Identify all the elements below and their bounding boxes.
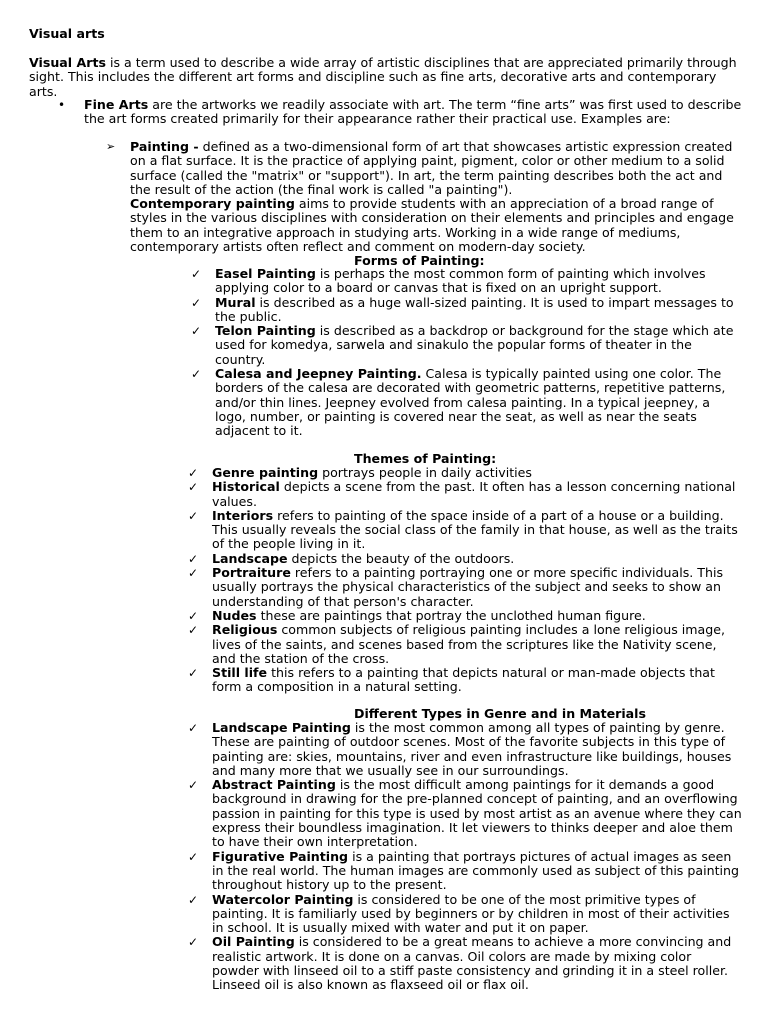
item-term: Abstract Painting bbox=[212, 777, 336, 793]
item-term: Interiors bbox=[212, 507, 274, 523]
intro-text: is a term used to describe a wide array of artistic disciplines that are appreciated primarily through sight. This includes the different art forms and discipline such as fine arts, decorative arts and contemporary arts. bbox=[29, 55, 737, 99]
painting-text: defined as a two-dimensional form of art that showcases artistic expression created on a flat surface. It is the practice of applying paint, pigment, color or other medium to a solid surface (called the "matrix" or "support"). In art, the term painting describes both the act and the result of the action (the final work is called "a painting"). bbox=[130, 139, 733, 197]
checkmark-icon: ✓ bbox=[188, 935, 199, 950]
item-text: refers to a painting portraying one or more specific individuals. This usually portrays the physical characteristics of the subject and seeks to show an understanding of that person's character. bbox=[212, 565, 724, 609]
checkmark-icon: ✓ bbox=[188, 608, 199, 623]
painting-item bbox=[106, 139, 742, 255]
list-item bbox=[188, 934, 742, 993]
item-text: depicts a scene from the past. It often has a lesson concerning national values. bbox=[212, 479, 736, 509]
item-term: Landscape bbox=[212, 550, 288, 566]
list-item bbox=[188, 891, 742, 936]
item-term: Nudes bbox=[212, 607, 257, 623]
fine-arts-item bbox=[58, 97, 744, 127]
list-item bbox=[188, 550, 742, 566]
list-item bbox=[188, 720, 742, 778]
document-title: Visual arts bbox=[29, 26, 105, 41]
checkmark-icon: ✓ bbox=[188, 623, 199, 638]
item-term: Portraiture bbox=[212, 565, 291, 581]
list-item bbox=[188, 465, 742, 480]
types-heading: Different Types in Genre and in Materials bbox=[354, 706, 646, 721]
list-item bbox=[188, 777, 742, 850]
fine-arts-term: Fine Arts bbox=[84, 97, 149, 112]
checkmark-icon: ✓ bbox=[188, 721, 199, 735]
item-term: Easel Painting bbox=[215, 266, 316, 281]
item-text: is a painting that portrays pictures of actual images as seen in the real world. The human images are commonly used as subject of this painting throughout history up to the present. bbox=[212, 848, 739, 893]
list-item bbox=[188, 479, 742, 509]
types-list bbox=[188, 720, 742, 993]
checkmark-icon: ✓ bbox=[191, 267, 202, 281]
checkmark-icon: ✓ bbox=[188, 849, 199, 864]
item-text: is perhaps the most common form of painting which involves applying color to a board or canvas that is fixed on an upright support. bbox=[215, 266, 706, 296]
bullet-icon: • bbox=[58, 98, 66, 112]
checkmark-icon: ✓ bbox=[188, 508, 199, 523]
item-term: Historical bbox=[212, 479, 280, 495]
themes-list bbox=[188, 465, 742, 695]
item-text: is described as a backdrop or background for the stage which ate used for komedya, sarwela and sinakulo the popular forms of theater in the country. bbox=[215, 323, 734, 367]
item-text: common subjects of religious painting includes a lone religious image, lives of the saints, and scenes based from the scriptures like the Nativity scene, and the station of the cross. bbox=[212, 622, 726, 666]
item-text: is considered to be a great means to achieve a more convincing and realistic artwork. It is done on a canvas. Oil colors are made by mixing color powder with linseed oil to a stiff paste consistency and grinding it in a steel roller. Linseed oil is also known as flaxseed oil or flax oil. bbox=[212, 934, 732, 993]
list-item bbox=[188, 848, 742, 893]
checkmark-icon: ✓ bbox=[188, 480, 199, 495]
item-text: is considered to be one of the most primitive types of painting. It is familiarly used by beginners or by children in most of their activities in school. It is usually mixed with water and put it on paper. bbox=[212, 891, 730, 936]
contemporary-paragraph bbox=[130, 197, 742, 254]
item-term: Still life bbox=[212, 665, 268, 681]
list-item bbox=[188, 665, 742, 695]
item-term: Landscape Painting bbox=[212, 720, 351, 735]
list-item bbox=[191, 323, 742, 367]
list-item bbox=[188, 507, 742, 552]
painting-term: Painting - bbox=[130, 139, 199, 154]
fine-arts-text: are the artworks we readily associate with art. The term “fine arts” was first used to describe the art forms created primarily for their appearance rather their practical use. Examples are: bbox=[84, 97, 742, 127]
item-text: Calesa is typically painted using one color. The borders of the calesa are decorated with geometric patterns, repetitive patterns, and/or thin lines. Jeepney evolved from calesa painting. In a typical jeepney, a logo, number, or painting is covered near the seat, as well as near the seats adjacent to it. bbox=[215, 366, 726, 439]
list-item bbox=[191, 266, 742, 296]
item-term: Watercolor Painting bbox=[212, 891, 354, 907]
item-term: Calesa and Jeepney Painting. bbox=[215, 366, 422, 382]
contemporary-text: aims to provide students with an appreciation of a broad range of styles in the various disciplines with consideration on their elements and principles and engage them to an integrative approach in studying arts. Working in a wide range of mediums, contemporary artists often reflect and comment on modern-day society. bbox=[130, 196, 734, 255]
intro-paragraph bbox=[29, 56, 741, 99]
checkmark-icon: ✓ bbox=[188, 892, 199, 907]
item-term: Mural bbox=[215, 294, 256, 310]
intro-term: Visual Arts bbox=[29, 55, 106, 70]
item-text: refers to painting of the space inside of a part of a house or a building. This usually reveals the social class of the family in that house, as well as the traits of the people living in it. bbox=[212, 507, 738, 552]
item-text: is the most difficult among paintings for it demands a good background in drawing for the pre-planned concept of painting, and an overflowing passion in painting for this type is used by most artist as an avenue where they can express their boundless imagination. It let viewers to thinks deeper and aloe them to have their own interpretation. bbox=[212, 777, 742, 850]
checkmark-icon: ✓ bbox=[191, 295, 202, 310]
item-text: depicts the beauty of the outdoors. bbox=[287, 550, 515, 566]
checkmark-icon: ✓ bbox=[188, 566, 199, 581]
item-text: this refers to a painting that depicts natural or man-made objects that form a composition in a natural setting. bbox=[212, 665, 715, 695]
list-item bbox=[188, 622, 742, 666]
checkmark-icon: ✓ bbox=[188, 551, 199, 566]
forms-heading: Forms of Painting: bbox=[354, 253, 485, 268]
checkmark-icon: ✓ bbox=[191, 324, 202, 339]
list-item bbox=[191, 294, 742, 325]
list-item bbox=[191, 366, 742, 439]
item-term: Oil Painting bbox=[212, 934, 295, 950]
checkmark-icon: ✓ bbox=[188, 466, 199, 480]
item-term: Figurative Painting bbox=[212, 848, 349, 864]
contemporary-term: Contemporary painting bbox=[130, 196, 295, 212]
themes-heading: Themes of Painting: bbox=[354, 451, 497, 466]
item-term: Genre painting bbox=[212, 465, 319, 480]
checkmark-icon: ✓ bbox=[188, 666, 199, 681]
painting-definition bbox=[130, 140, 742, 197]
list-item bbox=[188, 607, 742, 623]
item-text: portrays people in daily activities bbox=[318, 465, 532, 480]
item-term: Telon Painting bbox=[215, 323, 316, 339]
checkmark-icon: ✓ bbox=[188, 778, 199, 793]
item-text: is the most common among all types of painting by genre. These are painting of outdoor scenes. Most of the favorite subjects in this type of painting are: skies, mountains, river and even infrastructure like buildings, houses and many more that we usually see in our surroundings. bbox=[212, 720, 732, 778]
arrow-bullet-icon: ➢ bbox=[106, 140, 116, 153]
checkmark-icon: ✓ bbox=[191, 367, 202, 382]
forms-list bbox=[191, 266, 742, 439]
item-text: these are paintings that portray the unclothed human figure. bbox=[256, 607, 646, 623]
item-term: Religious bbox=[212, 622, 278, 638]
item-text: is described as a huge wall-sized painting. It is used to impart messages to the public. bbox=[215, 294, 734, 324]
list-item bbox=[188, 565, 742, 609]
